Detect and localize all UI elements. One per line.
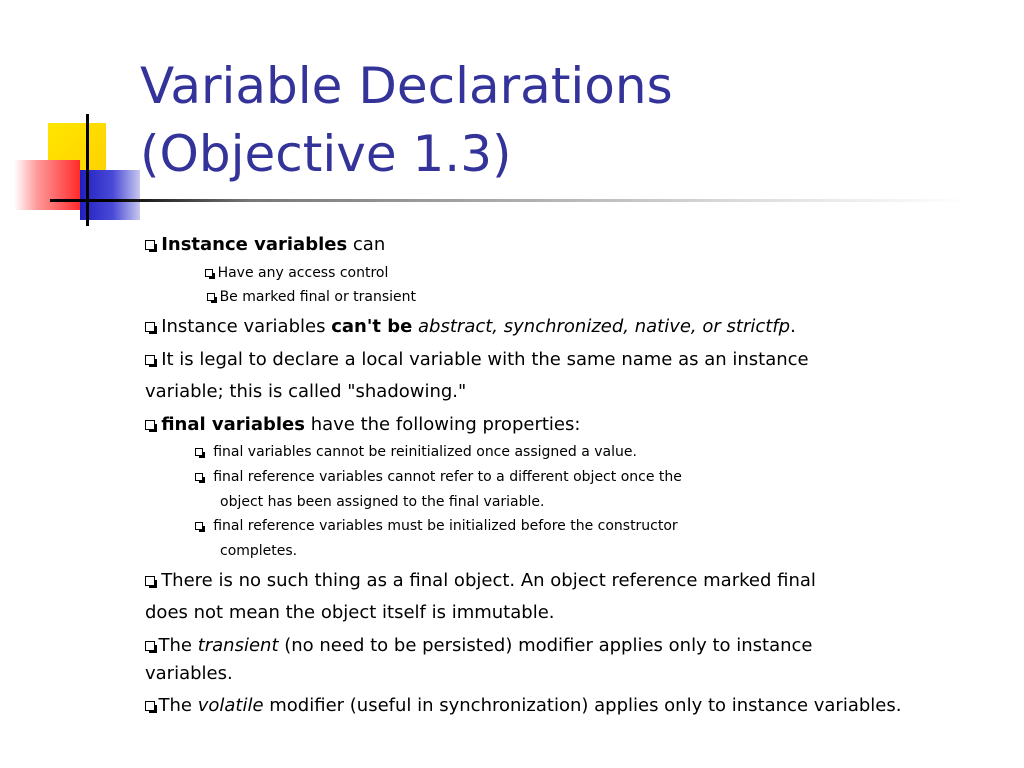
blue-square: [80, 170, 140, 220]
bullet-final-variables: final variables have the following properties:: [145, 414, 580, 435]
vertical-line: [86, 114, 89, 226]
sub-bullet-reinitialized: final variables cannot be reinitialized once assigned a value.: [195, 444, 637, 460]
title-line-2: (Objective 1.3): [140, 125, 512, 183]
checkbox-bullet-icon: [195, 473, 203, 481]
sub-bullet-reference-object-cont: object has been assigned to the final variable.: [220, 494, 545, 510]
checkbox-bullet-icon: [195, 448, 203, 456]
sub-bullet-access-control: Have any access control: [205, 265, 388, 281]
bullet-cant-be: Instance variables can't be abstract, synchronized, native, or strictfp.: [145, 316, 796, 337]
sub-bullet-final-transient: Be marked final or transient: [207, 289, 416, 305]
sub-bullet-reference-object: final reference variables cannot refer to a different object once the: [195, 469, 682, 485]
bullet-shadowing: It is legal to declare a local variable with the same name as an instance: [145, 349, 809, 370]
checkbox-bullet-icon: [145, 420, 155, 430]
bullet-final-object: There is no such thing as a final object. An object reference marked final: [145, 570, 816, 591]
checkbox-bullet-icon: [205, 269, 213, 277]
sub-bullet-constructor-cont: completes.: [220, 543, 298, 559]
checkbox-bullet-icon: [145, 641, 155, 651]
title-underline: [50, 199, 970, 202]
checkbox-bullet-icon: [195, 522, 203, 530]
checkbox-bullet-icon: [207, 293, 215, 301]
bullet-transient-cont: variables.: [145, 663, 233, 684]
bullet-shadowing-cont: variable; this is called "shadowing.": [145, 381, 467, 402]
checkbox-bullet-icon: [145, 322, 155, 332]
bullet-final-object-cont: does not mean the object itself is immutable.: [145, 602, 555, 623]
checkbox-bullet-icon: [145, 355, 155, 365]
checkbox-bullet-icon: [145, 576, 155, 586]
slide-title: [140, 52, 1000, 188]
sub-bullet-constructor: final reference variables must be initialized before the constructor: [195, 518, 678, 534]
bullet-volatile: The volatile modifier (useful in synchronization) applies only to instance variables.: [145, 695, 901, 716]
checkbox-bullet-icon: [145, 240, 155, 250]
red-square: [14, 160, 80, 210]
title-line-1: Variable Declarations: [140, 57, 673, 115]
checkbox-bullet-icon: [145, 701, 155, 711]
bullet-transient: The transient (no need to be persisted) modifier applies only to instance: [145, 635, 813, 656]
bullet-instance-variables: Instance variables can: [145, 234, 385, 255]
